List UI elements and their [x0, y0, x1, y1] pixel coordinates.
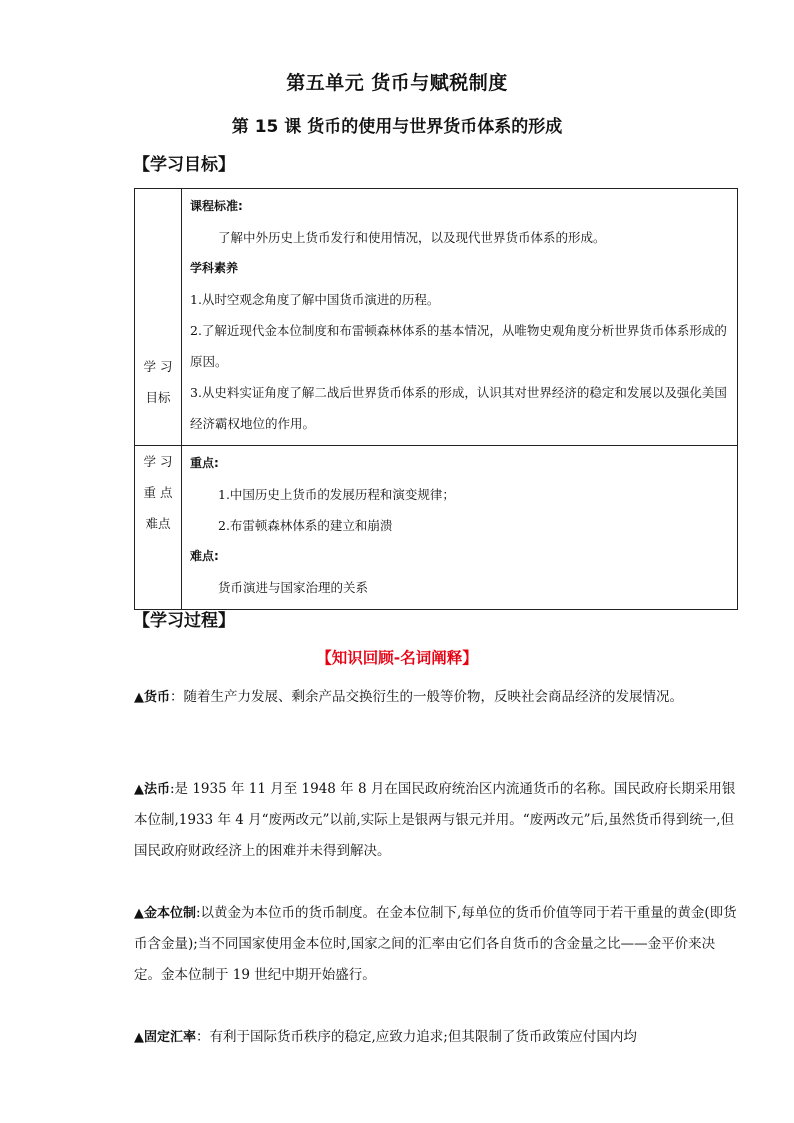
unit-title: 第五单元 货币与赋税制度 [286, 72, 508, 94]
key-label: 重点: [190, 456, 219, 470]
curriculum-label: 课程标准: [190, 199, 243, 213]
term-currency [134, 682, 739, 713]
goals-heading: 【学习目标】 [133, 155, 235, 175]
goals-table [134, 188, 738, 610]
difficult-label: 难点: [190, 549, 219, 563]
term-fixed-rate [134, 1022, 739, 1053]
process-heading: 【学习过程】 [133, 611, 235, 631]
literacy-item-2: 2.了解近现代金本位制度和布雷顿森林体系的基本情况，从唯物史观角度分析世界货币体系形成的原因。 [190, 323, 727, 369]
term-text: :是 1935 年 11 月至 1948 年 8 月在国民政府统治区内流通货币的名称。国民政府长期采用银本位制,1933 年 4 月“废两改元”以前,实际上是银两与银元并用。“废两改元”后,虽然货币得到统一,但国民政府财政经济上的困难并未得到解决。 [134, 781, 736, 859]
keypoints-label-line1: 学 习 [143, 454, 173, 469]
literacy-item-3: 3.从史料实证角度了解二战后世界货币体系的形成，认识其对世界经济的稳定和发展以及强化美国经济霸权地位的作用。 [190, 385, 727, 431]
term-text: :以黄金为本位币的货币制度。在金本位制下,每单位的货币价值等同于若干重量的黄金(即货币含金量);当不同国家使用金本位时,国家之间的汇率由它们各自货币的含金量之比——金平价来决定。金本位制于 19 世纪中期开始盛行。 [134, 905, 737, 983]
goals-label-line1: 学 习 [143, 359, 173, 374]
keypoints-content-cell [182, 446, 738, 610]
key-item-2: 2.布雷顿森林体系的建立和崩溃 [218, 518, 393, 533]
term-text: ：有利于国际货币秩序的稳定,应致力追求;但其限制了货币政策应付国内均 [196, 1029, 637, 1045]
key-item-1: 1.中国历史上货币的发展历程和演变规律； [218, 487, 455, 502]
goals-content-cell [182, 189, 738, 446]
literacy-label: 学科素养 [190, 261, 239, 275]
keypoints-label-line2: 重 点 [143, 485, 173, 500]
term-name: ▲金本位制 [134, 906, 196, 921]
term-gold-standard [134, 898, 739, 991]
term-text: ：随着生产力发展、剩余产品交换衍生的一般等价物，反映社会商品经济的发展情况。 [170, 689, 683, 705]
term-name: ▲固定汇率 [134, 1030, 196, 1045]
keypoints-row [135, 446, 738, 610]
goals-label-line2: 目标 [145, 390, 171, 405]
term-name: ▲法币 [134, 782, 170, 797]
goals-row [135, 189, 738, 446]
term-fabi [134, 774, 739, 867]
difficult-item-1: 货币演进与国家治理的关系 [218, 580, 369, 595]
literacy-item-1: 1.从时空观念角度了解中国货币演进的历程。 [190, 292, 440, 307]
goals-label-cell [135, 189, 182, 446]
term-name: ▲货币 [134, 690, 170, 705]
lesson-title: 第 15 课 货币的使用与世界货币体系的形成 [231, 117, 563, 137]
keypoints-label-cell [135, 446, 182, 610]
review-title: 【知识回顾-名词阐释】 [316, 649, 478, 667]
curriculum-text: 了解中外历史上货币发行和使用情况，以及现代世界货币体系的形成。 [218, 230, 606, 245]
keypoints-label-line3: 难点 [145, 516, 171, 531]
